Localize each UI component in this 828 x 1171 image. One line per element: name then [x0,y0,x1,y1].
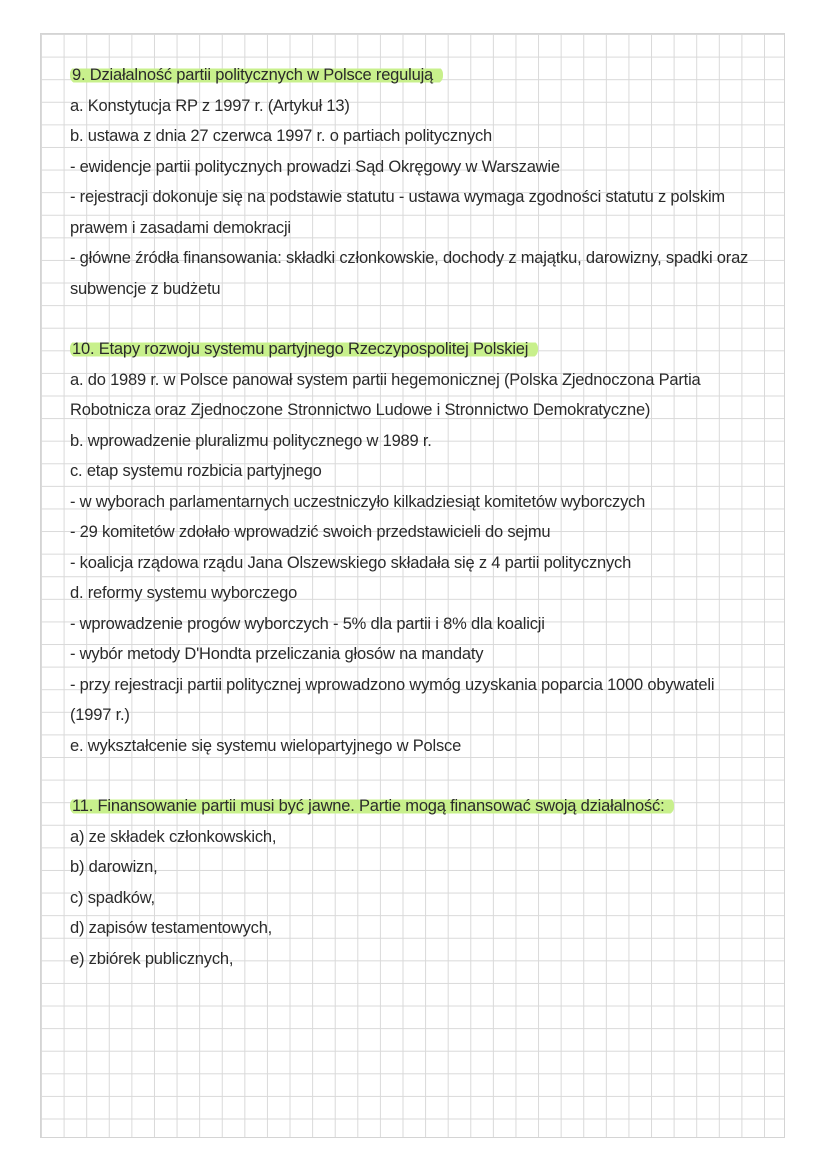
section-11-line-4: d) zapisów testamentowych, [70,919,273,937]
section-11-heading [70,791,805,822]
section-gap [70,304,805,334]
section-10-line-1: a. do 1989 r. w Polsce panował system partii hegemonicznej (Polska Zjednoczona Partia [70,370,701,389]
section-gap [70,761,805,791]
section-11 [70,791,805,974]
notes-content [70,60,805,974]
section-10-line-10: - wybór metody D'Hondta przeliczania głosów na mandaty [70,645,484,663]
section-9-line-1: a. Konstytucja RP z 1997 r. (Artykuł 13) [70,96,350,115]
section-9-heading [70,60,805,91]
section-11-line-1: a) ze składek członkowskich, [70,827,277,846]
section-9-line-6: - główne źródła finansowania: składki członkowskie, dochody z majątku, darowizny, spadki oraz [70,249,749,267]
section-9-line-4: - rejestracji dokonuje się na podstawie statutu - ustawa wymaga zgodności statutu z polskim [70,188,725,206]
section-10-line-5: - w wyborach parlamentarnych uczestniczyło kilkadziesiąt komitetów wyborczych [70,492,646,511]
section-9-line-3: - ewidencje partii politycznych prowadzi Sąd Okręgowy w Warszawie [70,157,560,176]
section-10-line-12: (1997 r.) [70,706,130,724]
section-11-line-2: b) darowizn, [70,858,158,876]
section-10-heading-text: 10. Etapy rozwoju systemu partyjnego Rzeczypospolitej Polskiej [70,340,538,358]
section-11-line-3: c) spadków, [70,888,155,907]
section-9 [70,60,805,304]
section-10 [70,334,805,761]
section-9-line-2: b. ustawa z dnia 27 czerwca 1997 r. o partiach politycznych [70,127,493,145]
section-10-line-4: c. etap systemu rozbicia partyjnego [70,462,322,480]
section-9-line-5: prawem i zasadami demokracji [70,218,291,237]
section-10-line-6: - 29 komitetów zdołało wprowadzić swoich przedstawicieli do sejmu [70,523,551,541]
section-10-line-8: d. reformy systemu wyborczego [70,584,298,602]
section-9-heading-text: 9. Działalność partii politycznych w Polsce regulują [70,66,443,84]
section-11-heading-text: 11. Finansowanie partii musi być jawne. Partie mogą finansować swoją działalność: [70,797,674,815]
section-10-line-7: - koalicja rządowa rządu Jana Olszewskiego składała się z 4 partii politycznych [70,553,632,572]
section-10-heading [70,334,805,365]
section-10-line-13: e. wykształcenie się systemu wielopartyjnego w Polsce [70,736,462,755]
section-10-line-9: - wprowadzenie progów wyborczych - 5% dla partii i 8% dla koalicji [70,614,545,633]
section-10-line-2: Robotnicza oraz Zjednoczone Stronnictwo Ludowe i Stronnictwo Demokratyczne) [70,401,651,419]
section-11-line-5: e) zbiórek publicznych, [70,949,234,968]
section-10-line-3: b. wprowadzenie pluralizmu politycznego w 1989 r. [70,431,432,450]
section-10-line-11: - przy rejestracji partii politycznej wprowadzono wymóg uzyskania poparcia 1000 obywateli [70,675,715,694]
section-9-line-7: subwencje z budżetu [70,279,221,298]
